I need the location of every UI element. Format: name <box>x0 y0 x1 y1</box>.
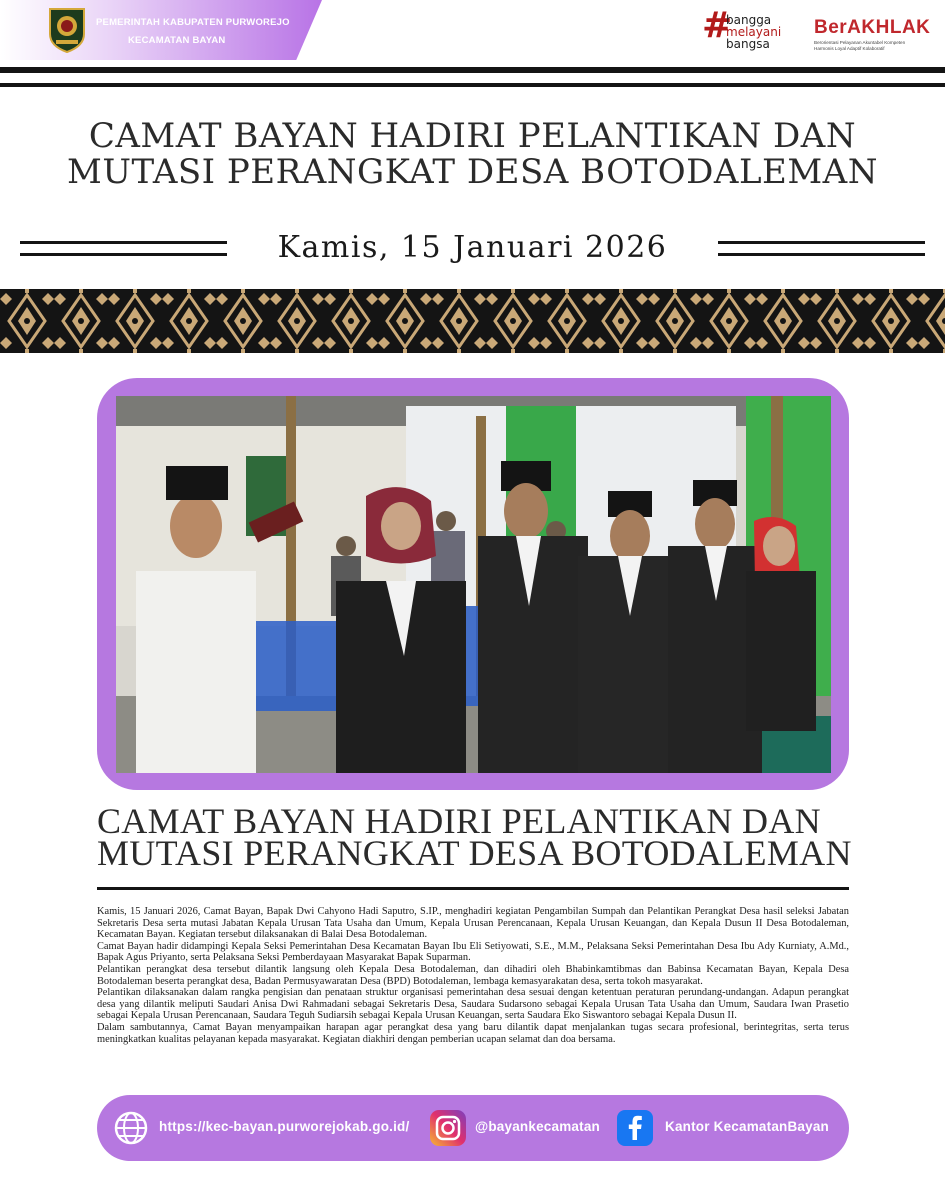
page-title-line-1: CAMAT BAYAN HADIRI PELANTIKAN DAN <box>88 116 857 156</box>
facebook-icon[interactable] <box>617 1110 653 1146</box>
article-paragraph-3: Pelantikan perangkat desa tersebut dilantik langsung oleh Kepala Desa Botodaleman, dan dihadiri oleh Bhabinkamtibmas dan Babinsa Kecamatan Bayan, Kepala Desa Botodaleman beserta perangkat desa, Badan Permusyawaratan Desa (BPD) Botodaleman, lembaga kemasyarakatan desa, serta tokoh masyarakat. <box>97 963 849 987</box>
date-rule-left-1 <box>20 241 227 244</box>
purworejo-emblem-icon <box>46 6 88 54</box>
article-body <box>97 906 849 1045</box>
berakhlak-tagline <box>814 40 938 52</box>
header <box>0 0 945 66</box>
date-rule-right-2 <box>718 253 925 256</box>
article-title-line-1: CAMAT BAYAN HADIRI PELANTIKAN DAN <box>97 801 821 841</box>
date-rule-right-1 <box>718 241 925 244</box>
inauguration-photo <box>116 396 831 773</box>
berakhlak-tagline-1: Berorientasi Pelayanan Akuntabel Kompeten <box>814 40 906 45</box>
bangga-word-2: melayani <box>726 25 782 39</box>
article-paragraph-4: Pelantikan dilaksanakan dalam rangka pengisian dan penataan struktur organisasi pemerintahan desa sesuai dengan ketentuan peraturan perundang-undangan. Adapun perangkat desa yang dilantik meliputi Saudari Anisa Dwi Rahmadani sebagai Sekretaris Desa, Saudara Sudarsono sebagai Kepala Urusan Tata Usaha dan Umum, Saudara Iwan Prasetio sebagai Kepala Urusan Perencanaan, Saudara Teguh Sudiarsih sebagai Kepala Urusan Keuangan, serta Saudara Eko Siswantoro sebagai Kepala Dusun II. <box>97 987 849 1022</box>
facebook-page[interactable]: Kantor KecamatanBayan <box>665 1119 830 1134</box>
bangga-word-3: bangsa <box>726 37 770 51</box>
article-title <box>97 801 857 873</box>
article-paragraph-5: Dalam sambutannya, Camat Bayan menyampaikan harapan agar perangkat desa yang baru dilantik dapat menjalankan tugas secara profesional, berintegritas, serta terus meningkatkan kualitas pelayanan kepada masyarakat. Kegiatan diakhiri dengan pemberian ucapan selamat dan doa bersama. <box>97 1021 849 1045</box>
globe-icon <box>113 1110 149 1146</box>
gov-line-2: KECAMATAN BAYAN <box>128 35 226 46</box>
header-rule-thick <box>0 67 945 73</box>
instagram-handle[interactable]: @bayankecamatan <box>475 1119 600 1134</box>
website-link[interactable]: https://kec-bayan.purworejokab.go.id/ <box>159 1119 410 1134</box>
songket-pattern-band <box>0 289 945 353</box>
article-title-line-2: MUTASI PERANGKAT DESA BOTODALEMAN <box>97 833 852 873</box>
article-paragraph-2: Camat Bayan hadir didampingi Kepala Seksi Pemerintahan Desa Kecamatan Bayan Ibu Eli Setiyowati, S.E., M.M., Pelaksana Seksi Pemerintahan Desa Ibu Ady Kurniaty, A.Md., Bapak Agus Priyanto, serta Pelaksana Seksi Pemberdayaan Masyarakat Bapak Suparman. <box>97 940 849 964</box>
gov-line-1: PEMERINTAH KABUPATEN PURWOREJO <box>96 17 290 28</box>
article-title-rule <box>97 887 849 890</box>
page-title <box>60 118 885 190</box>
page-title-line-2: MUTASI PERANGKAT DESA BOTODALEMAN <box>67 152 878 192</box>
header-rule-thin <box>0 83 945 87</box>
instagram-icon[interactable] <box>430 1110 466 1146</box>
berakhlak-logo: BerAKHLAK <box>814 17 931 38</box>
publish-date: Kamis, 15 Januari 2026 <box>277 230 668 265</box>
bangga-word-1: bangga <box>726 13 772 27</box>
date-rule-left-2 <box>20 253 227 256</box>
bangga-melayani-bangsa-logo <box>702 5 802 52</box>
article-paragraph-1: Kamis, 15 Januari 2026, Camat Bayan, Bapak Dwi Cahyono Hadi Saputro, S.IP., menghadiri kegiatan Pengambilan Sumpah dan Pelantikan Perangkat Desa hasil seleksi Jabatan Sekretaris Desa serta mutasi Jabatan Kepala Urusan Tata Usaha dan Umum, Kepala Urusan Perencanaan, Kepala Urusan Keuangan, dan Kepala Dusun II Desa Botodaleman, Kecamatan Bayan. Kegiatan tersebut dilaksanakan di Balai Desa Botodaleman. <box>97 906 849 941</box>
berakhlak-tagline-2: Harmonis Loyal Adaptif Kolaboratif <box>814 46 885 51</box>
hashtag-icon: # <box>702 5 733 46</box>
social-footer <box>97 1095 849 1161</box>
